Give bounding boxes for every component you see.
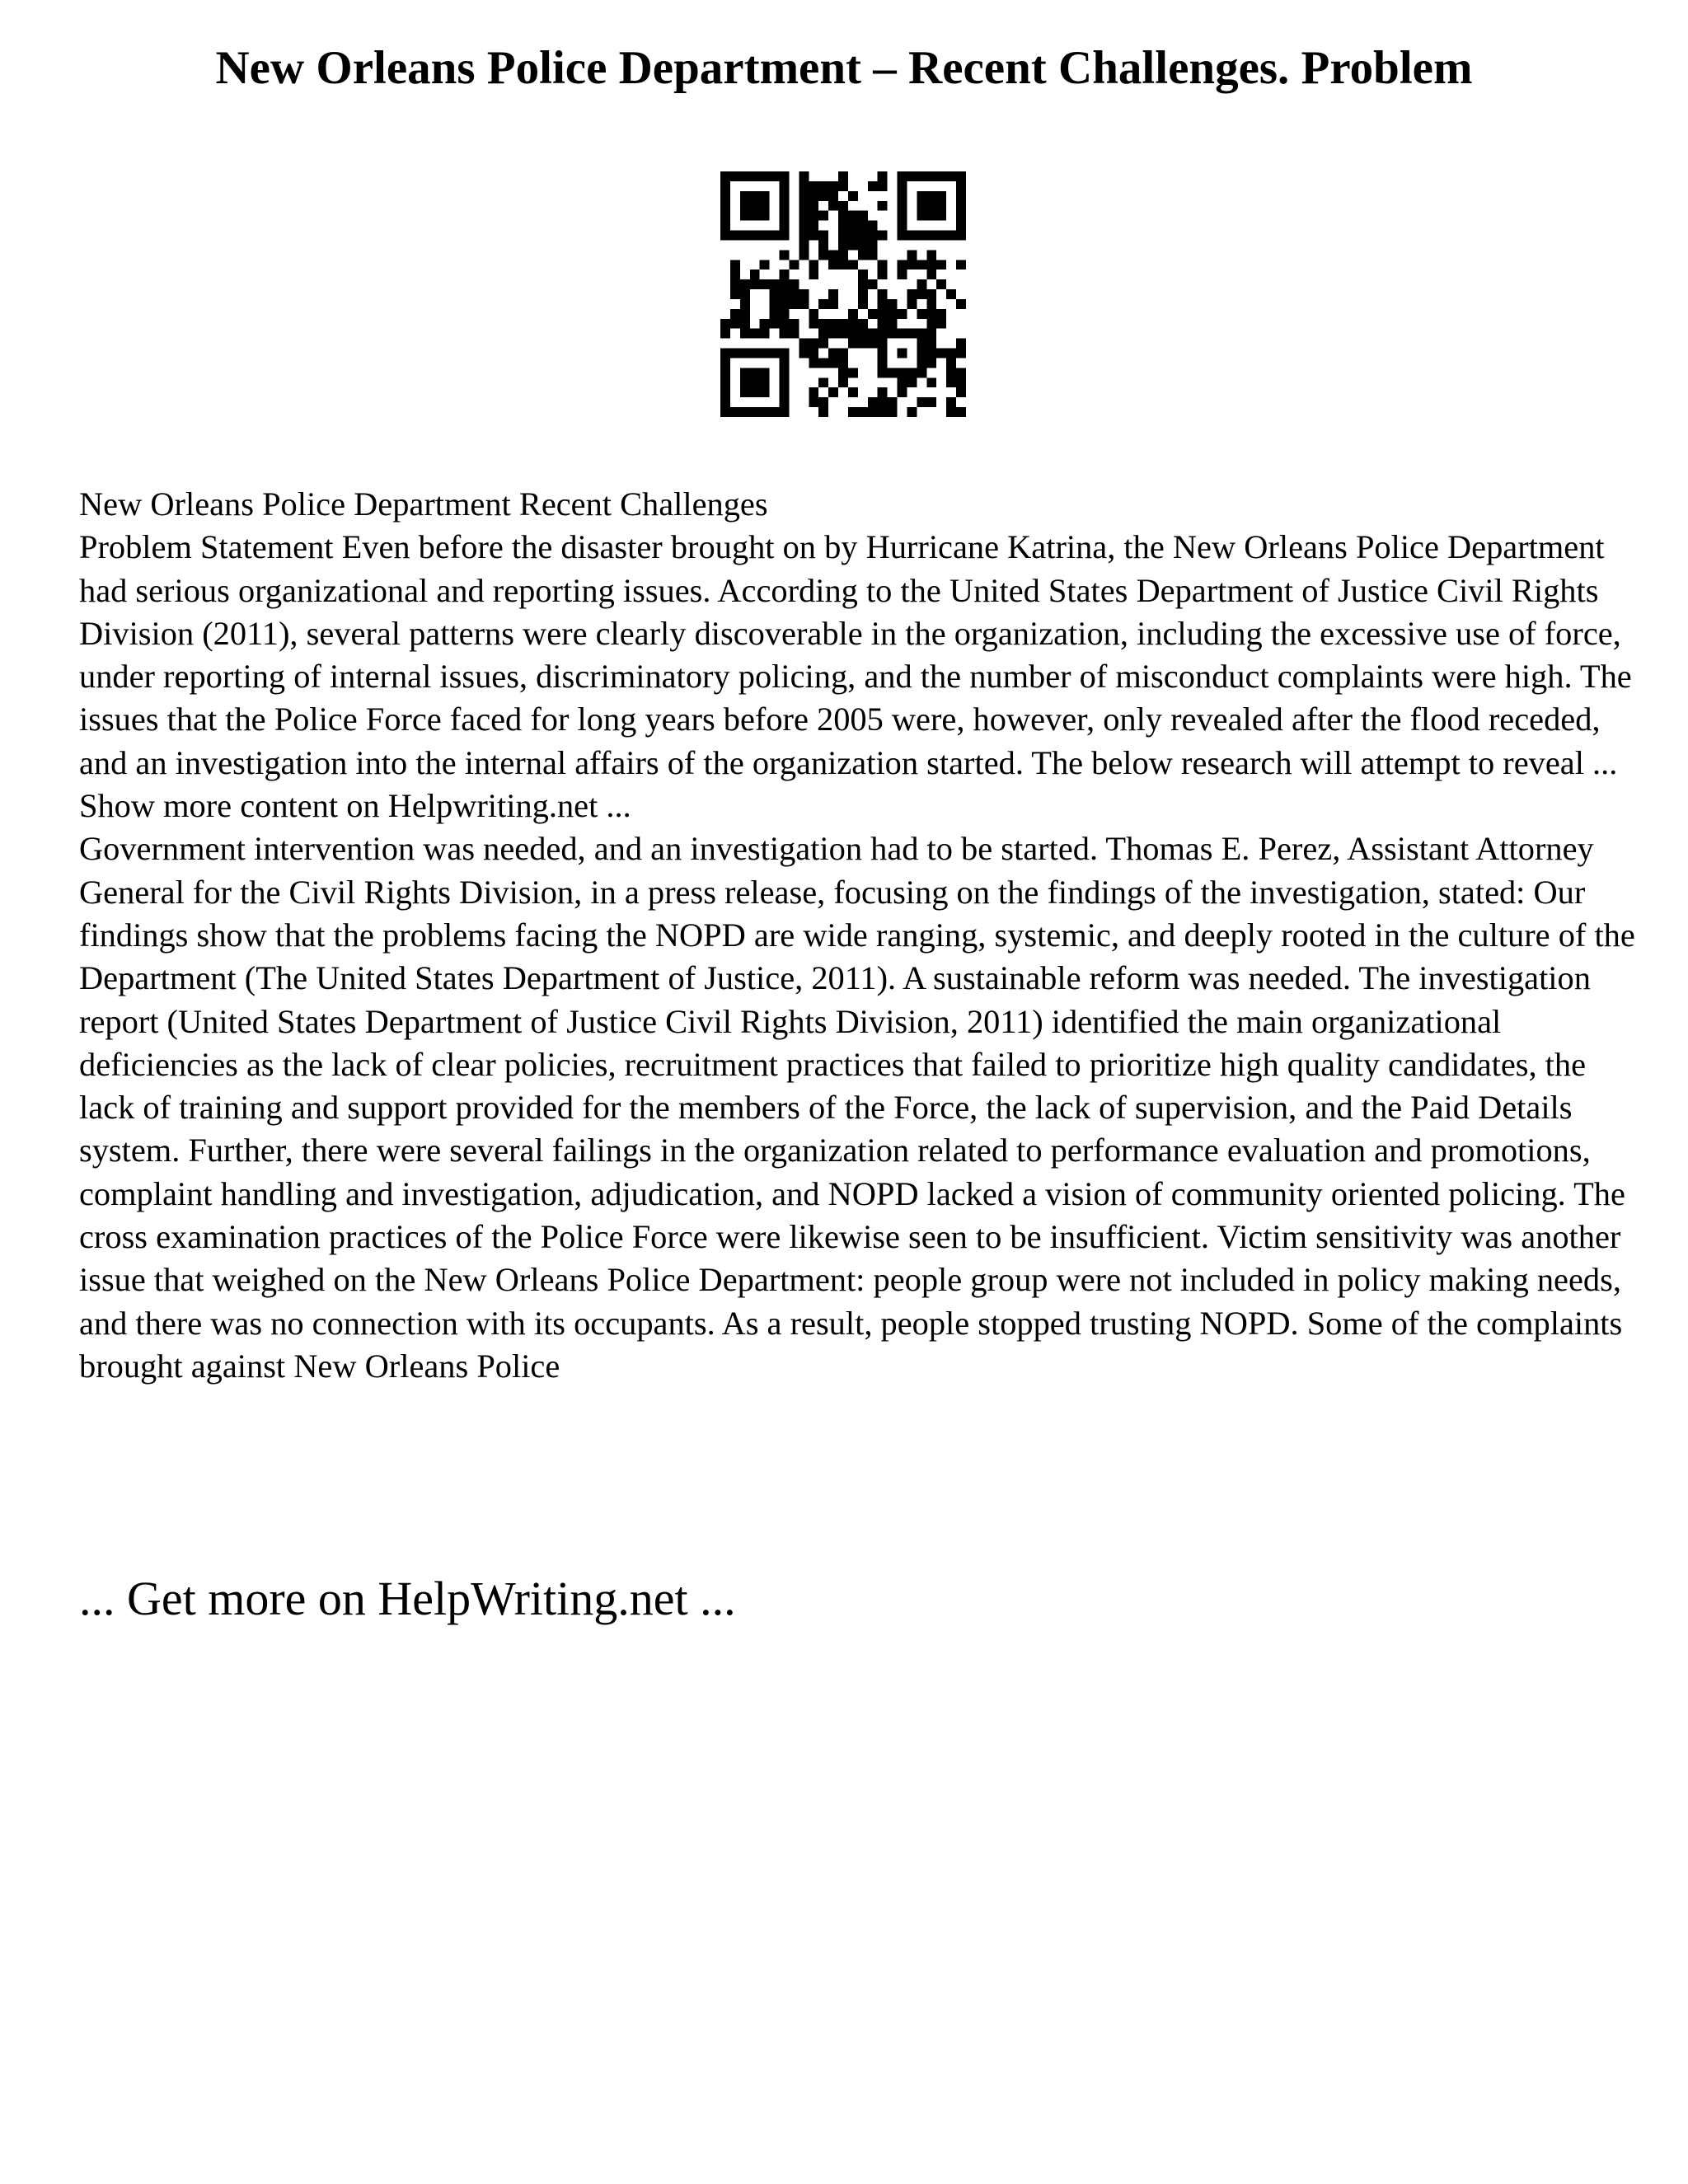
section-heading: New Orleans Police Department Recent Challenges <box>79 485 768 523</box>
paragraph-intro: Problem Statement Even before the disaster brought on by Hurricane Katrina, the New Orleans Police Department had serious organizational and reporting issues. According to the United States Department of Justice Civil Rights Division (2011), several patterns were clearly discoverable in the organization, including the excessive use of force, under reporting of internal issues, discriminatory policing, and the number of misconduct complaints were high. The issues that the Police Force faced for long years before 2005 were, however, only revealed after the flood receded, and an investigation into the internal affairs of the organization started. The below research will attempt to reveal ... Show more content on Helpwriting.net ... <box>79 528 1632 825</box>
page-title: New Orleans Police Department – Recent Challenges. Problem <box>215 42 1473 94</box>
paragraph-findings: Government intervention was needed, and an investigation had to be started. Thomas E. Perez, Assistant Attorney General for the Civil Rights Division, in a press release, focusing on the findings of the investigation, stated: Our findings show that the problems facing the NOPD are wide ranging, systemic, and deeply rooted in the culture of the Department (The United States Department of Justice, 2011). A sustainable reform was needed. The investigation report (United States Department of Justice Civil Rights Division, 2011) identified the main organizational deficiencies as the lack of clear policies, recruitment practices that failed to prioritize high quality candidates, the lack of training and support provided for the members of the Force, the lack of supervision, and the Paid Details system. Further, there were several failings in the organization related to performance evaluation and promotions, complaint handling and investigation, adjudication, and NOPD lacked a vision of community oriented policing. The cross examination practices of the Police Force were likewise seen to be insufficient. Victim sensitivity was another issue that weighed on the New Orleans Police Department: people group were not included in policy making needs, and there was no connection with its occupants. As a result, people stopped trusting NOPD. Some of the complaints brought against New Orleans Police <box>79 830 1635 1385</box>
document-body <box>79 483 1645 1388</box>
qr-code <box>720 171 966 417</box>
get-more-link[interactable]: ... Get more on HelpWriting.net ... <box>79 1572 736 1625</box>
